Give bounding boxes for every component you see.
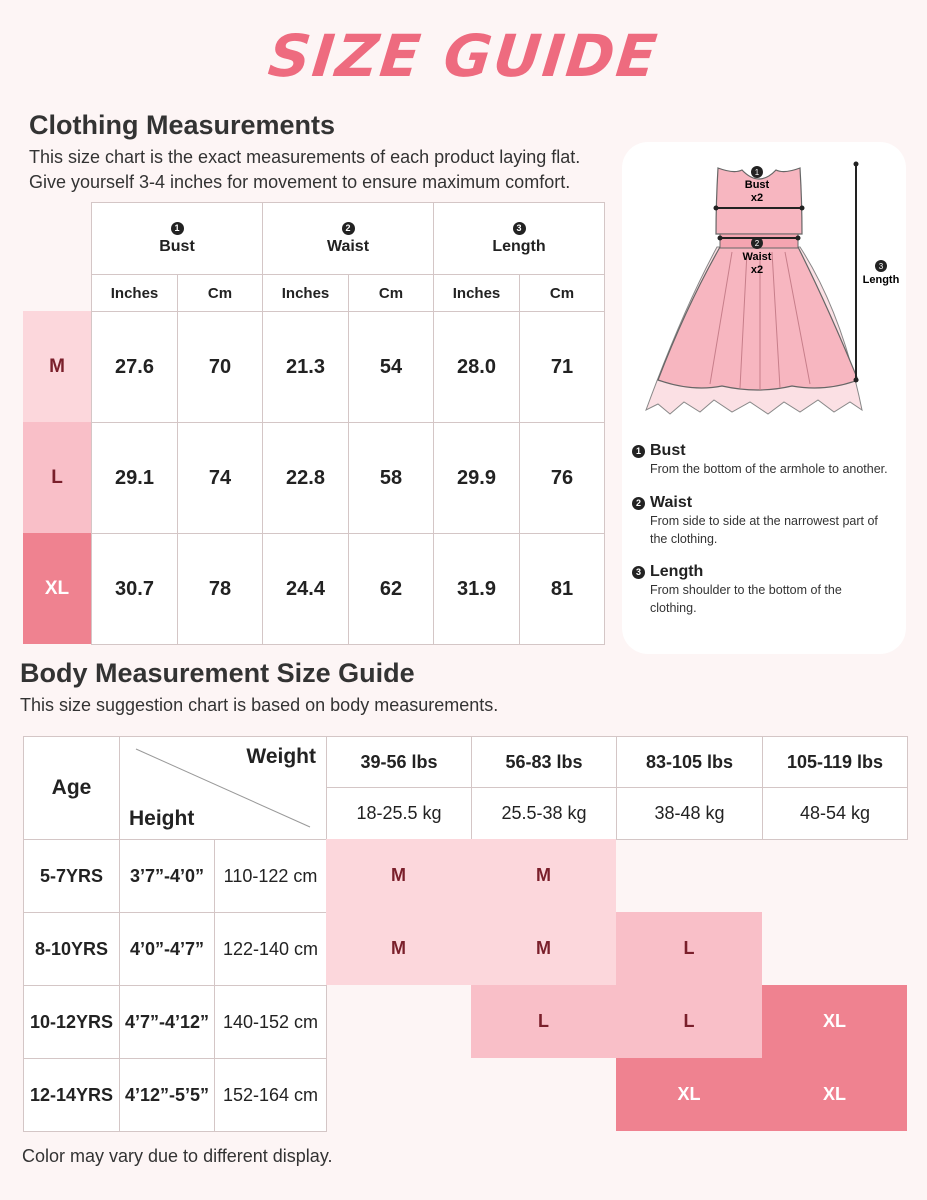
measurement-cell: 27.6 [91,311,178,423]
unit-header: Cm [177,274,263,312]
size-suggestion-cell: M [326,839,471,912]
diagram-waist-mult: x2 [750,264,764,276]
height-label: Height [129,807,195,830]
dress-diagram [622,142,906,432]
measurement-cell: 31.9 [433,533,520,645]
height-ft-cell: 4’0”-4’7” [119,912,215,986]
size-suggestion-cell: XL [762,985,907,1058]
size-label: XL [23,533,91,644]
diagram-bust-label: Bust [744,179,770,191]
legend-bust-desc-line1: From the bottom of the armhole to another. [650,462,888,476]
height-ft-cell: 4’7”-4’12” [119,985,215,1059]
measurement-cell: 24.4 [262,533,349,645]
height-cm-cell: 122-140 cm [214,912,327,986]
legend-length-desc-line2: clothing. [650,601,697,615]
measurement-cell: 54 [348,311,434,423]
size-suggestion-cell: XL [762,1058,907,1131]
unit-header: Inches [91,274,178,312]
size-suggestion-cell: L [616,985,762,1058]
height-ft-cell: 3’7”-4’0” [119,839,215,913]
weight-lbs-header: 83-105 lbs [616,736,763,788]
weight-lbs-header: 39-56 lbs [326,736,472,788]
clothing-desc-line2: Give yourself 3-4 inches for movement to ensure maximum comfort. [29,172,571,192]
unit-header: Inches [433,274,520,312]
clothing-desc-line1: This size chart is the exact measurements of each product laying flat. [29,147,581,167]
weight-kg-header: 18-25.5 kg [326,787,472,840]
legend-waist-desc-line2: the clothing. [650,532,718,546]
measure-group-label: Waist [326,237,370,255]
measurement-cell: 76 [519,422,605,534]
legend-bust-desc [650,460,888,478]
measure-num-badge: 1 [171,222,184,235]
diagram-bust-num: 1 [754,168,760,177]
measure-group-header [91,202,263,275]
measurement-cell: 62 [348,533,434,645]
age-cell: 10-12YRS [23,985,120,1059]
size-suggestion-cell: M [326,912,471,985]
measure-num-badge: 2 [342,222,355,235]
measurement-cell: 71 [519,311,605,423]
legend-length-title [632,563,703,581]
legend-length-desc [650,581,842,617]
age-cell: 12-14YRS [23,1058,120,1132]
measurement-cell: 21.3 [262,311,349,423]
measurement-cell: 74 [177,422,263,534]
measurement-cell: 78 [177,533,263,645]
height-cm-cell: 152-164 cm [214,1058,327,1132]
measurement-cell: 81 [519,533,605,645]
measurement-cell: 58 [348,422,434,534]
diagram-waist-num: 2 [754,239,760,248]
diagram-length-label: Length [862,274,900,286]
measure-group-label: Bust [159,237,195,255]
unit-header: Cm [519,274,605,312]
diagram-length-num: 3 [878,262,884,271]
age-cell: 8-10YRS [23,912,120,986]
size-label: L [23,422,91,533]
size-suggestion-cell: M [471,839,616,912]
legend-bust-num: 1 [632,445,645,458]
age-cell: 5-7YRS [23,839,120,913]
legend-bust-title [632,442,686,460]
measure-num-badge: 3 [513,222,526,235]
legend-bust-label: Bust [650,442,686,459]
weight-label: Weight [246,745,316,768]
weight-kg-header: 25.5-38 kg [471,787,617,840]
legend-waist-desc [650,512,878,548]
diagram-bust-mult: x2 [750,192,764,204]
measure-group-header [262,202,434,275]
clothing-heading: Clothing Measurements [29,110,336,140]
weight-height-header [119,736,327,840]
body-heading: Body Measurement Size Guide [20,658,415,688]
legend-length-num: 3 [632,566,645,579]
weight-kg-header: 48-54 kg [762,787,908,840]
diagram-card [622,142,906,654]
size-suggestion-cell: L [616,912,762,985]
size-suggestion-cell: M [471,912,616,985]
measurement-cell: 29.1 [91,422,178,534]
measurement-cell: 22.8 [262,422,349,534]
legend-waist-label: Waist [650,494,693,511]
measurement-cell: 28.0 [433,311,520,423]
size-suggestion-cell: XL [616,1058,762,1131]
height-ft-cell: 4’12”-5’5” [119,1058,215,1132]
weight-lbs-header: 56-83 lbs [471,736,617,788]
legend-waist-num: 2 [632,497,645,510]
measurement-cell: 70 [177,311,263,423]
height-cm-cell: 140-152 cm [214,985,327,1059]
measure-group-label: Length [492,237,546,255]
footer-note: Color may vary due to different display. [22,1146,333,1166]
body-desc: This size suggestion chart is based on body measurements. [20,695,499,715]
measure-group-header [433,202,605,275]
diagram-waist-label: Waist [742,251,772,263]
size-label: M [23,311,91,422]
legend-length-label: Length [650,563,704,580]
unit-header: Cm [348,274,434,312]
legend-length-desc-line1: From shoulder to the bottom of the [650,583,842,597]
weight-lbs-header: 105-119 lbs [762,736,908,788]
legend-waist-desc-line1: From side to side at the narrowest part of [650,514,878,528]
weight-kg-header: 38-48 kg [616,787,763,840]
diagonal-divider [120,737,328,841]
height-cm-cell: 110-122 cm [214,839,327,913]
measurement-cell: 29.9 [433,422,520,534]
size-suggestion-cell: L [471,985,616,1058]
page-title: SIZE GUIDE [265,22,662,90]
age-header: Age [23,736,120,840]
legend-waist-title [632,494,692,512]
measurement-cell: 30.7 [91,533,178,645]
unit-header: Inches [262,274,349,312]
